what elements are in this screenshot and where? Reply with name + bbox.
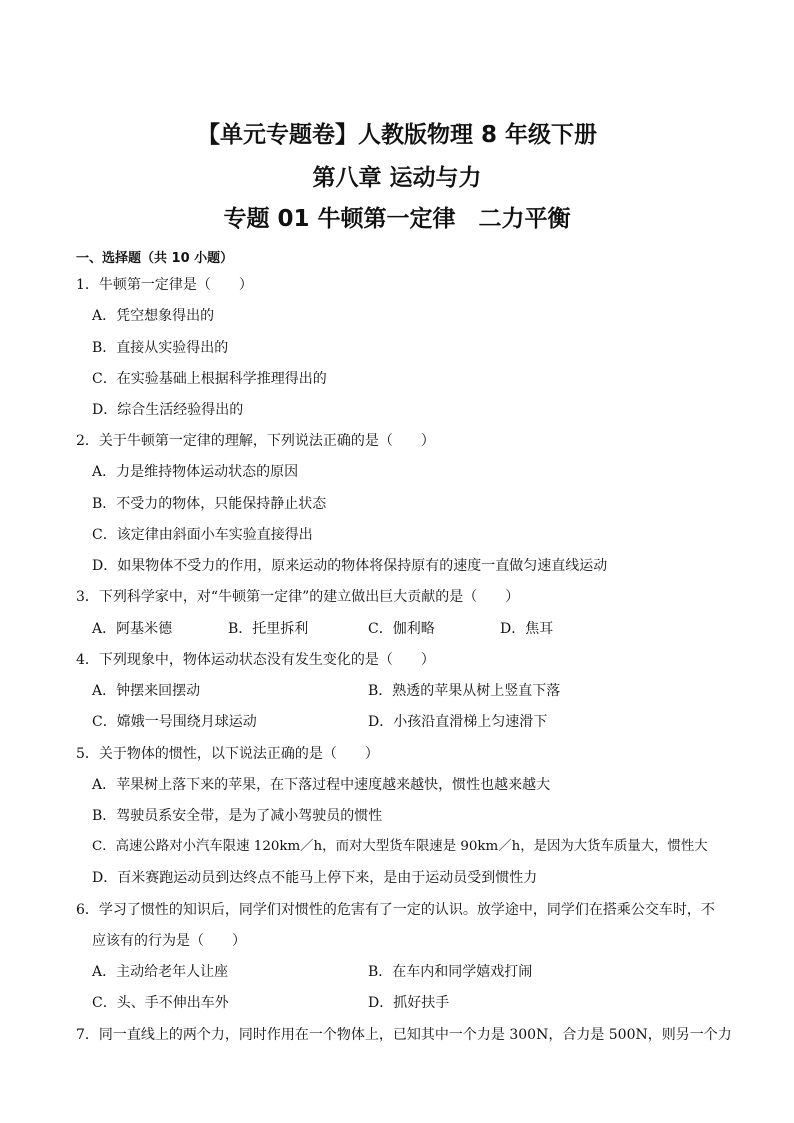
question-5-option-d: D．百米赛跑运动员到达终点不能马上停下来，是由于运动员受到惯性力 bbox=[92, 870, 538, 886]
question-1-option-a: A．凭空想象得出的 bbox=[92, 308, 215, 324]
question-5-option-b: B．驾驶员系安全带，是为了减小驾驶员的惯性 bbox=[92, 808, 383, 824]
question-7-stem: 7．同一直线上的两个力，同时作用在一个物体上，已知其中一个力是 300N，合力是 500N，则另一个力 bbox=[76, 1027, 732, 1043]
question-5-option-c: C．高速公路对小汽车限速 120km／h，而对大型货车限速是 90km／h，是因为大货车质量大，惯性大 bbox=[92, 839, 708, 854]
question-2-option-c: C．该定律由斜面小车实验直接得出 bbox=[92, 527, 313, 543]
question-1-stem: 1．牛顿第一定律是（ ） bbox=[76, 277, 253, 293]
doc-title: 【单元专题卷】人教版物理 8 年级下册 bbox=[196, 122, 598, 148]
topic-title: 专题 01 牛顿第一定律 二力平衡 bbox=[223, 206, 571, 232]
question-3-option-d: D．焦耳 bbox=[500, 621, 554, 637]
question-3-option-a: A．阿基米德 bbox=[92, 621, 173, 637]
question-4-option-a: A．钟摆来回摆动 bbox=[92, 683, 201, 699]
question-2-stem: 2．关于牛顿第一定律的理解，下列说法正确的是（ ） bbox=[76, 433, 435, 449]
question-5-option-a: A．苹果树上落下来的苹果，在下落过程中速度越来越快，惯性也越来越大 bbox=[92, 777, 551, 793]
chapter-title: 第八章 运动与力 bbox=[312, 165, 482, 191]
question-3-option-b: B．托里拆利 bbox=[228, 621, 309, 637]
question-5-stem: 5．关于物体的惯性，以下说法正确的是（ ） bbox=[76, 746, 379, 762]
question-6-stem: 6．学习了惯性的知识后，同学们对惯性的危害有了一定的认识。放学途中，同学们在搭乘公交车时，不 bbox=[76, 902, 715, 918]
question-6-option-a: A．主动给老年人让座 bbox=[92, 964, 229, 980]
question-1-option-c: C．在实验基础上根据科学推理得出的 bbox=[92, 371, 327, 387]
question-4-stem: 4．下列现象中，物体运动状态没有发生变化的是（ ） bbox=[76, 652, 435, 668]
question-6-option-c: C．头、手不伸出车外 bbox=[92, 995, 229, 1011]
question-2-option-a: A．力是维持物体运动状态的原因 bbox=[92, 464, 299, 480]
question-3-stem: 3．下列科学家中，对“牛顿第一定律”的建立做出巨大贡献的是（ ） bbox=[76, 589, 520, 605]
section-heading: 一、选择题（共 10 小题） bbox=[76, 251, 234, 266]
question-3-option-c: C．伽利略 bbox=[368, 621, 435, 637]
question-4-option-c: C．嫦娥一号围绕月球运动 bbox=[92, 714, 257, 730]
question-4-option-d: D．小孩沿直滑梯上匀速滑下 bbox=[368, 714, 548, 730]
question-6-option-d: D．抓好扶手 bbox=[368, 995, 450, 1011]
question-1-option-b: B．直接从实验得出的 bbox=[92, 340, 229, 356]
question-1-option-d: D．综合生活经验得出的 bbox=[92, 402, 244, 418]
question-6-option-b: B．在车内和同学嬉戏打闹 bbox=[368, 964, 533, 980]
question-2-option-d: D．如果物体不受力的作用，原来运动的物体将保持原有的速度一直做匀速直线运动 bbox=[92, 558, 608, 574]
question-6-stem-continued: 应该有的行为是（ ） bbox=[92, 933, 246, 949]
question-2-option-b: B．不受力的物体，只能保持静止状态 bbox=[92, 496, 327, 512]
question-4-option-b: B．熟透的苹果从树上竖直下落 bbox=[368, 683, 561, 699]
